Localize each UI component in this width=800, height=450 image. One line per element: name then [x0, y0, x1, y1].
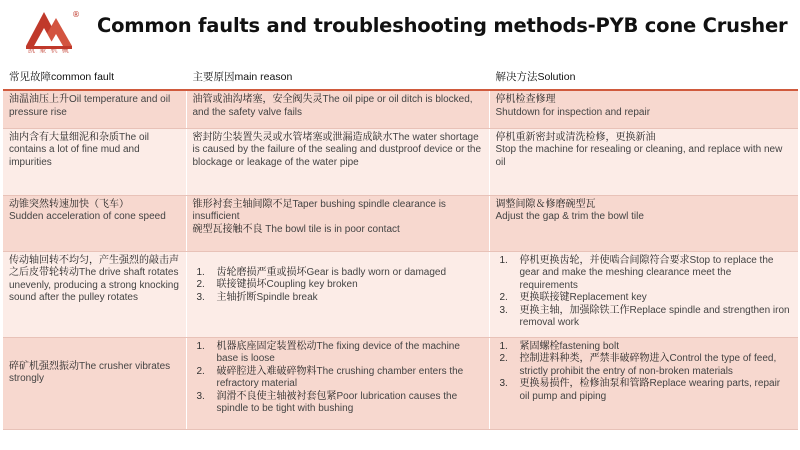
column-header-solution: 解决方法Solution [489, 66, 798, 90]
list-item: 2. 破碎腔进入难破碎物料The crushing chamber enters the refractory material [196, 365, 464, 390]
solution-cell: 停机检查修理 Shutdown for inspection and repair [489, 90, 798, 128]
fault-cell: 油温油压上升Oil temperature and oil pressure rise [3, 90, 186, 128]
table-row [3, 251, 798, 337]
header [0, 0, 800, 62]
list-item: 2. 控制进料种类，严禁非破碎物进入Control the type of feed, strictly prohibit the entry of non-broken materials [499, 353, 777, 377]
reason-cell [186, 195, 489, 251]
reason-cell: 油管或油沟堵塞，安全阀失灵The oil pipe or oil ditch is blocked, and the safety valve fails [186, 90, 489, 128]
list-item: 2. 联接键损坏Coupling key broken [196, 279, 358, 291]
list-item: 3. 更换易损件，检修油泵和管路Replace wearing parts, repair oil pump and piping [499, 378, 781, 402]
solution-list [496, 341, 793, 404]
reason-cell [186, 251, 489, 337]
reason-list [193, 267, 483, 305]
page-title: Common faults and troubleshooting methods-PYB cone Crusher [97, 14, 788, 37]
list-item: 3. 更换主轴，加强除铁工作Replace spindle and strengthen iron removal work [499, 304, 790, 329]
solution-list [496, 255, 793, 331]
solution-cell [489, 251, 798, 337]
table-row [3, 90, 798, 128]
registered-mark: ® [72, 10, 80, 19]
reason-cell [186, 337, 489, 429]
faults-table [3, 66, 798, 430]
list-item: 3. 主轴折断Spindle break [196, 291, 318, 303]
table-header-row [3, 66, 798, 90]
list-item: 1. 停机更换齿轮，并使啮合间隙符合要求Stop to replace the gear and make the meshing clearance meet the requirements [499, 254, 774, 291]
list-item: 1. 齿轮磨损严重或损坏Gear is badly worn or damaged [196, 266, 447, 278]
table-row [3, 337, 798, 429]
list-item: 2. 更换联接键Replacement key [499, 292, 647, 304]
fault-cell: 动锥突然转速加快（飞车） Sudden acceleration of cone speed [3, 195, 186, 251]
column-header-reason: 主要原因main reason [186, 66, 489, 90]
reason-line: 碗型瓦接触不良 The bowl tile is in poor contact [192, 223, 400, 235]
fault-cell: 碎矿机强烈振动The crusher vibrates strongly [3, 337, 186, 429]
solution-cell: 调整间隙＆修磨碗型瓦 Adjust the gap & trim the bowl tile [489, 195, 798, 251]
solution-cell [489, 337, 798, 429]
logo-brand-text: 凯 蒙 机 械 [28, 46, 70, 54]
solution-cell: 停机重新密封或清洗检修，更换新油 Stop the machine for resealing or cleaning, and replace with new oil [489, 128, 798, 195]
reason-cell: 密封防尘装置失灵或水管堵塞或泄漏造成缺水The water shortage is caused by the failure of the sealing and dustproof device or the blockage or leakage of the water pipe [186, 128, 489, 195]
reason-line: 锥形衬套主轴间隙不足Taper bushing spindle clearance is insufficient [192, 198, 446, 223]
column-header-fault: 常见故障common fault [3, 66, 186, 90]
table-row [3, 195, 798, 251]
list-item: 1. 紧固螺栓fastening bolt [499, 340, 619, 352]
fault-cell: 传动轴回转不均匀，产生强烈的敲击声之后皮带轮转动The drive shaft rotates unevenly, producing a strong knocking sound after the pulley rotates [3, 251, 186, 337]
reason-list [193, 341, 483, 417]
table-row [3, 128, 798, 195]
fault-cell: 油内含有大量细泥和杂质The oil contains a lot of fine mud and impurities [3, 128, 186, 195]
list-item: 3. 润滑不良使主轴被衬套包紧Poor lubrication causes the spindle to be tight with bushing [196, 390, 458, 415]
list-item: 1. 机器底座固定装置松动The fixing device of the machine base is loose [196, 340, 460, 365]
